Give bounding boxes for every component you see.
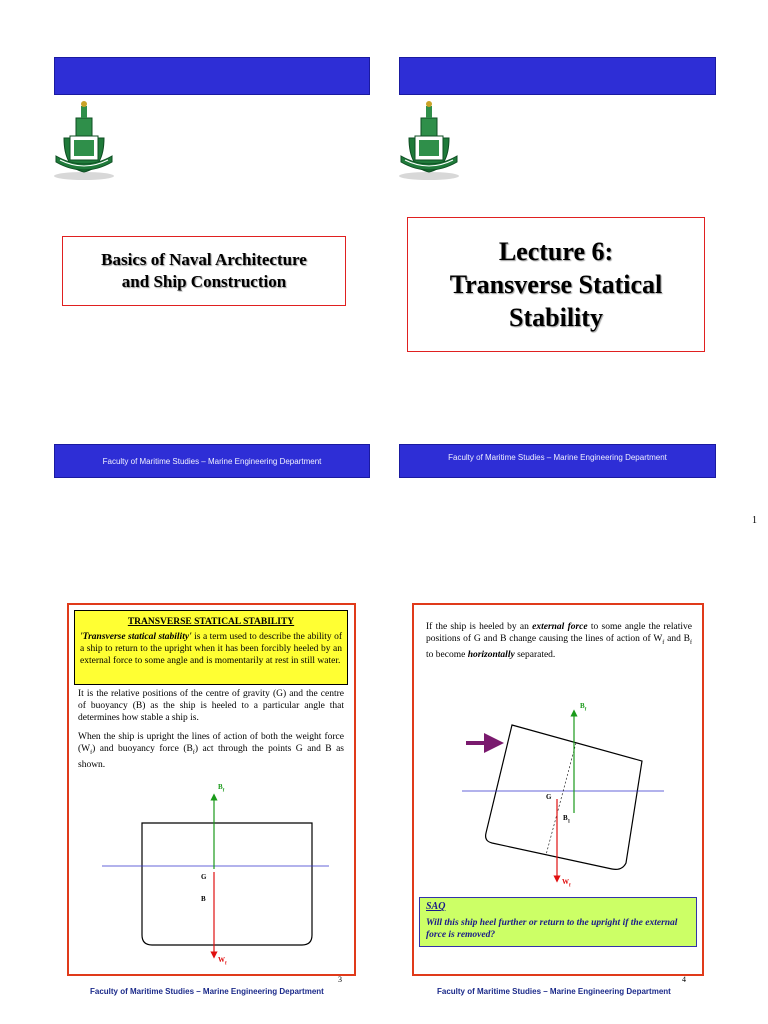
label-wf: $W_f$ [218, 956, 227, 967]
slide-3-heading: TRANSVERSE STATICAL STABILITY [127, 617, 295, 627]
slide-1-header-bar [54, 57, 370, 95]
slide-3-paragraph-2: When the ship is upright the lines of action of both the weight force $(W_f)$ and buoyancy force $(B_f)$ act through the points G and B as shown. [78, 732, 344, 770]
slide-1-footer-bar [54, 444, 370, 478]
heeled-ship-diagram [414, 695, 702, 895]
slide-2-footer-bar [399, 444, 716, 478]
slide-4 [412, 603, 704, 976]
slide-4-number: 4 [682, 975, 686, 984]
label-wf: $W_f$ [562, 878, 571, 889]
slide-2-title-line-1: Lecture 6: [498, 237, 614, 266]
definition-text [80, 631, 342, 667]
slide-3-paragraph-1: It is the relative positions of the centre of gravity (G) and the centre of buoyancy (B) as the ship is heeled to a particular angle that determines how stable a ship is. [78, 689, 344, 723]
label-b1: $B_1$ [563, 814, 571, 825]
slide-3-number: 3 [338, 975, 342, 984]
university-logo [52, 98, 116, 182]
saq-title: SAQ [426, 901, 446, 912]
label-g: G [546, 793, 552, 801]
label-g: G [201, 873, 207, 881]
ship-hull [142, 823, 312, 945]
definition-term: 'Transverse statical stability' [80, 632, 192, 642]
label-b: B [201, 895, 206, 903]
definition-box [74, 610, 348, 685]
page-number: 1 [752, 515, 757, 526]
slide-1-title-line-1: Basics of Naval Architecture [101, 250, 307, 269]
heeled-ship-hull [486, 725, 642, 869]
label-bf: $B_f$ [218, 783, 225, 794]
slide-2-title-line-2: Transverse Statical [449, 270, 663, 299]
saq-box [419, 897, 697, 947]
label-bf: $B_f$ [580, 702, 587, 713]
slide-3-footer-text: Faculty of Maritime Studies – Marine Engineering Department [90, 987, 324, 996]
slide-4-footer-text: Faculty of Maritime Studies – Marine Engineering Department [437, 987, 671, 996]
definition-rest: is a term used to describe the ability of a ship to return to the upright when it has been forcibly heeled by an external force to some angle and is momentarily at rest in still water. [80, 632, 342, 666]
slide-2-title-box [407, 217, 705, 352]
slide-2-header-bar [399, 57, 716, 95]
slide-1-title-box [62, 236, 346, 306]
saq-question: Will this ship heel further or return to the upright if the external force is removed? [426, 918, 678, 940]
upright-ship-diagram [69, 775, 354, 970]
slide-2-footer-text: Faculty of Maritime Studies – Marine Engineering Department [448, 452, 667, 462]
slide-1-title-line-2: and Ship Construction [121, 272, 287, 291]
slide-2-title-line-3: Stability [509, 303, 603, 332]
university-logo [397, 98, 461, 182]
slide-3 [67, 603, 356, 976]
slide-4-intro-text: If the ship is heeled by an external force to some angle the relative positions of G and B change causing the lines of action of $W_f$ and $B_f$ to become horizontally separated. [426, 622, 692, 660]
slide-1-footer-text: Faculty of Maritime Studies – Marine Engineering Department [102, 456, 322, 466]
